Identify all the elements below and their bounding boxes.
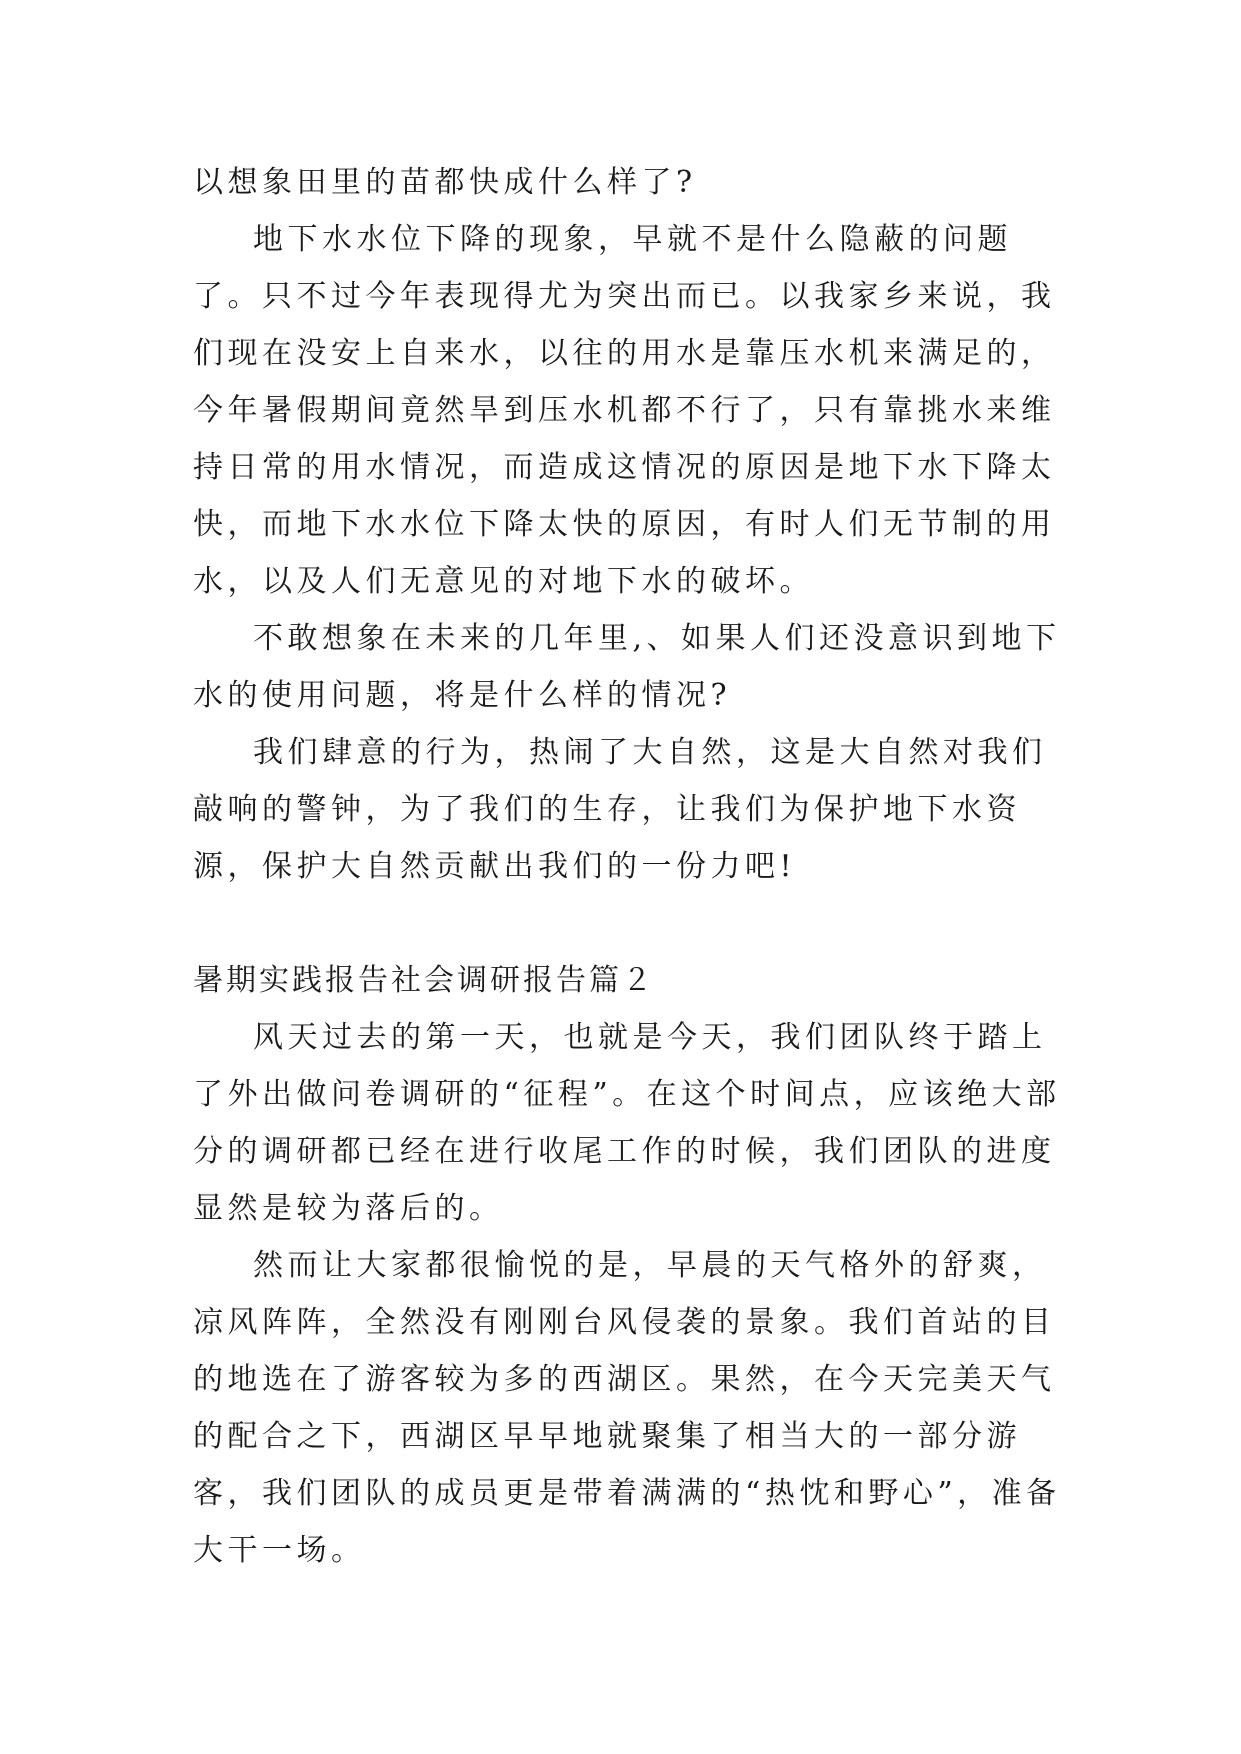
section-spacer bbox=[193, 895, 1073, 952]
paragraph-future: 不敢想象在未来的几年里,、如果人们还没意识到地下水的使用问题，将是什么样的情况? bbox=[193, 621, 1061, 713]
document-body bbox=[193, 154, 1073, 1579]
section-heading: 暑期实践报告社会调研报告篇２ bbox=[193, 963, 655, 998]
paragraph-groundwater: 地下水水位下降的现象，早就不是什么隐蔽的问题了。只不过今年表现得尤为突出而已。以我家乡来说，我们现在没安上自来水，以往的用水是靠压水机来满足的，今年暑假期间竟然旱到压水机都不行了，只有靠挑水来维持日常的用水情况，而造成这情况的原因是地下水下降太快，而地下水水位下降太快的原因，有时人们无节制的用水，以及人们无意见的对地下水的破坏。 bbox=[193, 222, 1056, 599]
paragraph-call-to-action: 我们肆意的行为，热闹了大自然，这是大自然对我们敲响的警钟，为了我们的生存，让我们为保护地下水资源，保护大自然贡献出我们的一份力吧! bbox=[193, 735, 1047, 884]
paragraph-continuation: 以想象田里的苗都快成什么样了? bbox=[193, 165, 697, 200]
paragraph-survey-start: 风天过去的第一天，也就是今天，我们团队终于踏上了外出做问卷调研的“征程”。在这个时间点，应该绝大部分的调研都已经在进行收尾工作的时候，我们团队的进度显然是较为落后的。 bbox=[193, 1020, 1061, 1226]
paragraph-west-lake: 然而让大家都很愉悦的是，早晨的天气格外的舒爽，凉风阵阵，全然没有刚刚台风侵袭的景象。我们首站的目的地选在了游客较为多的西湖区。果然，在今天完美天气的配合之下，西湖区早早地就聚集了相当大的一部分游客，我们团队的成员更是带着满满的“热忱和野心”，准备大干一场。 bbox=[193, 1248, 1061, 1568]
